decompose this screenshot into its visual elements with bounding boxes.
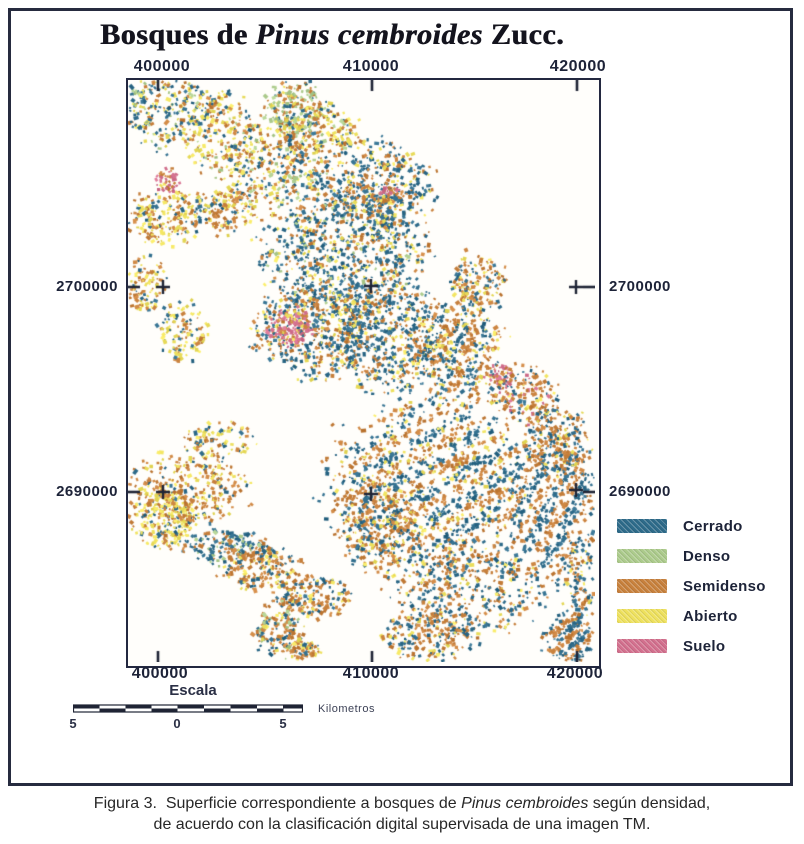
y-label-right-2700000: 2700000 [609,278,671,295]
x-label-top-400000: 400000 [133,58,191,75]
x-label-bottom-400000: 400000 [131,665,189,682]
caption-line1-post: según densidad, [588,795,711,812]
y-label-left-2700000: 2700000 [56,278,118,295]
scale-value-left: 5 [69,716,77,731]
legend-swatch-cerrado [617,519,667,533]
title-post: Zucc. [482,18,565,51]
figure-caption [0,793,804,835]
legend-label-denso: Denso [683,547,731,565]
legend-label-suelo: Suelo [683,637,726,655]
caption-line-2: de acuerdo con la clasificación digital supervisada de una imagen TM. [153,816,651,833]
legend-swatch-abierto [617,609,667,623]
scale-value-right: 5 [279,716,287,731]
scale-value-middle: 0 [173,716,181,731]
map-raster [128,80,595,662]
x-label-bottom-420000: 420000 [546,665,604,682]
legend-item-suelo [617,631,766,661]
legend-label-semidenso: Semidenso [683,577,766,595]
scale-units: Kilometros [318,703,375,715]
title-pre: Bosques de [100,18,256,51]
legend-swatch-semidenso [617,579,667,593]
legend [617,511,766,661]
legend-swatch-suelo [617,639,667,653]
x-label-top-420000: 420000 [549,58,607,75]
caption-line-1 [0,793,804,814]
legend-item-cerrado [617,511,766,541]
legend-swatch-denso [617,549,667,563]
caption-line1-pre: Figura 3. Superficie correspondiente a bosques de [93,795,462,812]
legend-item-abierto [617,601,766,631]
legend-label-abierto: Abierto [683,607,738,625]
legend-item-semidenso [617,571,766,601]
y-label-left-2690000: 2690000 [56,483,118,500]
legend-item-denso [617,541,766,571]
scale-title: Escala [169,682,217,699]
caption-line1-species: Pinus cembroides [461,795,589,812]
map-frame [126,78,601,668]
y-label-right-2690000: 2690000 [609,483,671,500]
title-species: Pinus cembroides [255,18,483,51]
legend-label-cerrado: Cerrado [683,517,743,535]
scale-bar [73,704,303,713]
figure-title [100,18,564,52]
x-label-bottom-410000: 410000 [342,665,400,682]
x-label-top-410000: 410000 [342,58,400,75]
